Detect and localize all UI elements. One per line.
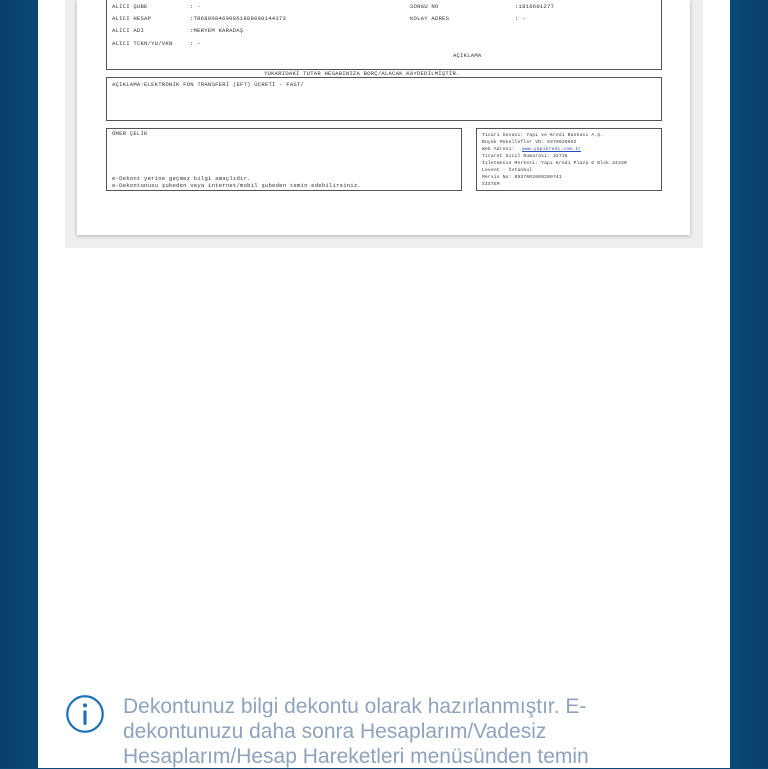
query-no-value: :1816601277 (515, 3, 555, 10)
bank-city: Levent - İstanbul (482, 168, 533, 173)
receipt-preview-frame[interactable] (65, 0, 703, 248)
account-notice: YUKARIDAKİ TUTAR HESABINIZA BORÇ/ALACAK KAYDEDİLMİŞTİR. (264, 70, 460, 77)
description-text: AÇIKLAMA:ELEKTRONİK FON TRANSFERİ (EFT) ÜCRETİ - FAST/ (112, 81, 305, 88)
bank-headquarters: İşletmenin Merkezi: Yapı Kredi Plaza D Blok 34330 (482, 161, 627, 166)
recipient-name-label: ALICI ADI (112, 27, 145, 34)
disclaimer-line-1: e-Dekont yerine geçmez bilgi amaçlıdır. (112, 175, 251, 182)
recipient-branch-value: : - (190, 3, 201, 10)
recipient-info-box (106, 0, 662, 70)
recipient-name-value: :MERYEM KARADAŞ (190, 27, 244, 34)
bank-web-label: Web Adresi: (482, 147, 515, 152)
bank-system-label: SİSTEM (482, 182, 500, 187)
left-backdrop (0, 0, 38, 768)
recipient-account-label: ALICI HESAP (112, 15, 152, 22)
info-message: Dekontunuz bilgi dekontu olarak hazırlanmıştır. E-dekontunuzu daha sonra Hesaplarım/Vadesiz Hesaplarım/Hesap Hareketleri menüsünden temin (123, 695, 589, 768)
receipt-document (77, 0, 690, 235)
aciklama-header: AÇIKLAMA (453, 52, 482, 59)
disclaimer-line-2: e-Dekontunuzu şubeden veya internet/mobil şubeden temin edebilirsiniz. (112, 182, 361, 189)
bank-mersis-no: Mersis No: 0937002089200741 (482, 175, 562, 180)
bank-trade-name: Ticari Ünvanı: Yapı ve Kredi Bankası A.Ş. (482, 133, 604, 138)
customer-name: ÖMER ÇELİK (112, 130, 148, 137)
easy-address-value: : - (515, 15, 526, 22)
bank-web-link[interactable]: www.yapikredi.com.tr (522, 147, 582, 152)
right-backdrop (730, 0, 768, 768)
recipient-tckn-value: : - (190, 40, 201, 47)
modal-sheet (38, 0, 730, 768)
bank-info-box (476, 128, 662, 191)
bank-registry-number: Ticaret Sicil Numarası: 32736 (482, 154, 568, 159)
easy-address-label: KOLAY ADRES (410, 15, 450, 22)
query-no-label: SORGU NO (410, 3, 439, 10)
recipient-account-value: :TR680004600061888000144373 (190, 15, 287, 22)
customer-box (106, 128, 462, 191)
recipient-branch-label: ALICI ŞUBE (112, 3, 148, 10)
info-icon (65, 694, 105, 734)
recipient-tckn-label: ALICI TCKN/YU/VKN (112, 40, 173, 47)
bank-tax-office: Büyük Mükellefler VD: 9370020892 (482, 140, 577, 145)
description-box (106, 77, 662, 121)
